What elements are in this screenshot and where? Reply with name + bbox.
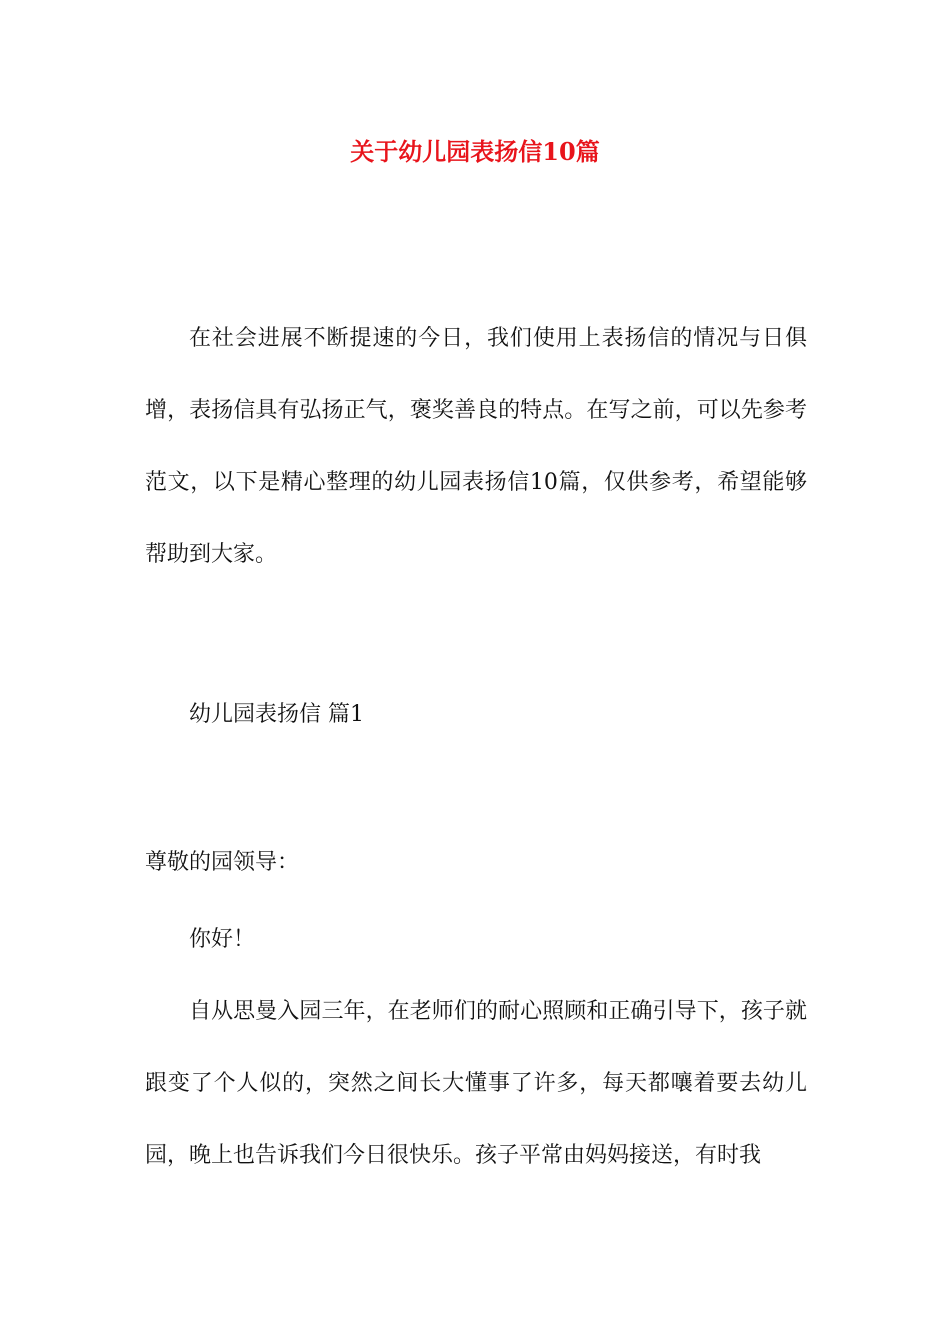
intro-paragraph: 在社会进展不断提速的今日，我们使用上表扬信的情况与日俱增，表扬信具有弘扬正气，褒奖善良的特点。在写之前，可以先参考范文，以下是精心整理的幼儿园表扬信10篇，仅供参考，希望能够帮助到大家。 <box>145 326 807 567</box>
section-heading: 幼儿园表扬信 篇1 <box>189 702 364 727</box>
body-paragraph: 自从思曼入园三年，在老师们的耐心照顾和正确引导下，孩子就跟变了个人似的，突然之间长大懂事了许多，每天都嚷着要去幼儿园，晚上也告诉我们今日很快乐。孩子平常由妈妈接送，有时我 <box>145 999 807 1168</box>
document-title: 关于幼儿园表扬信10篇 <box>350 137 600 166</box>
salutation: 尊敬的园领导： <box>145 850 300 875</box>
greeting: 你好！ <box>189 927 256 952</box>
